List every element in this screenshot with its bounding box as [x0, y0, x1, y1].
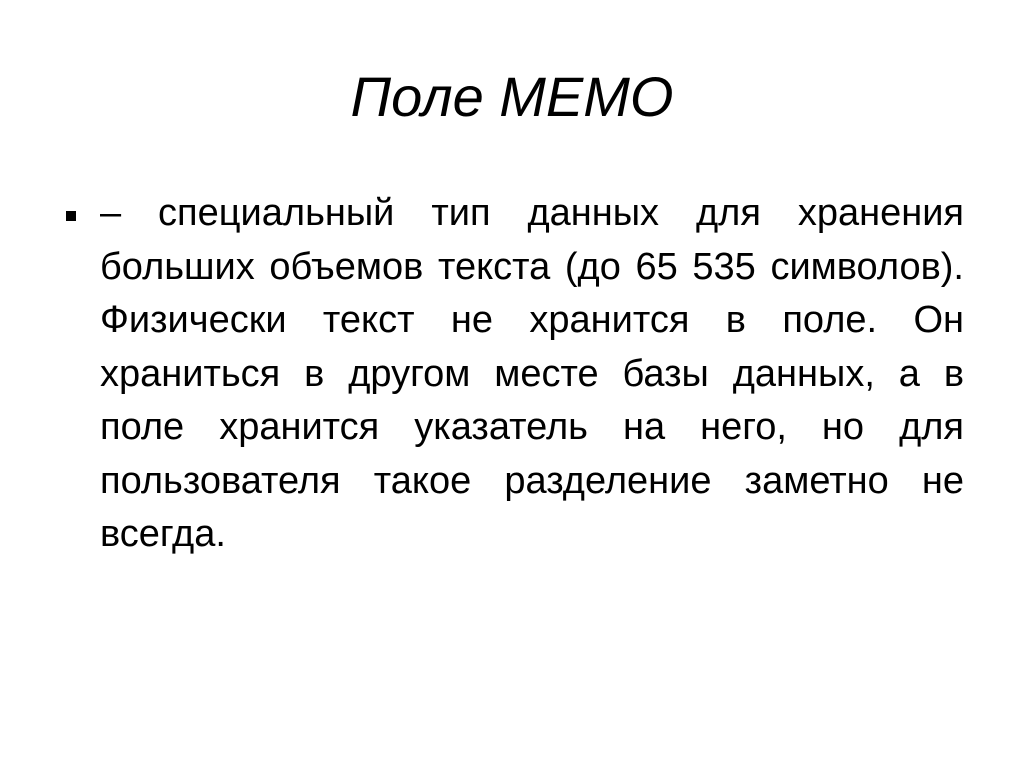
square-bullet-icon — [66, 211, 76, 221]
bullet-item — [60, 187, 964, 562]
bullet-list — [60, 187, 964, 562]
bullet-text: – специальный тип данных для хранения больших объемов текста (до 65 535 символов). Физически текст не хранится в поле. Он храниться в другом месте базы данных, а в поле хранится указатель на него, но для пользователя такое разделение заметно не всегда. — [100, 192, 964, 555]
slide-title: Поле MEMO — [350, 65, 674, 128]
